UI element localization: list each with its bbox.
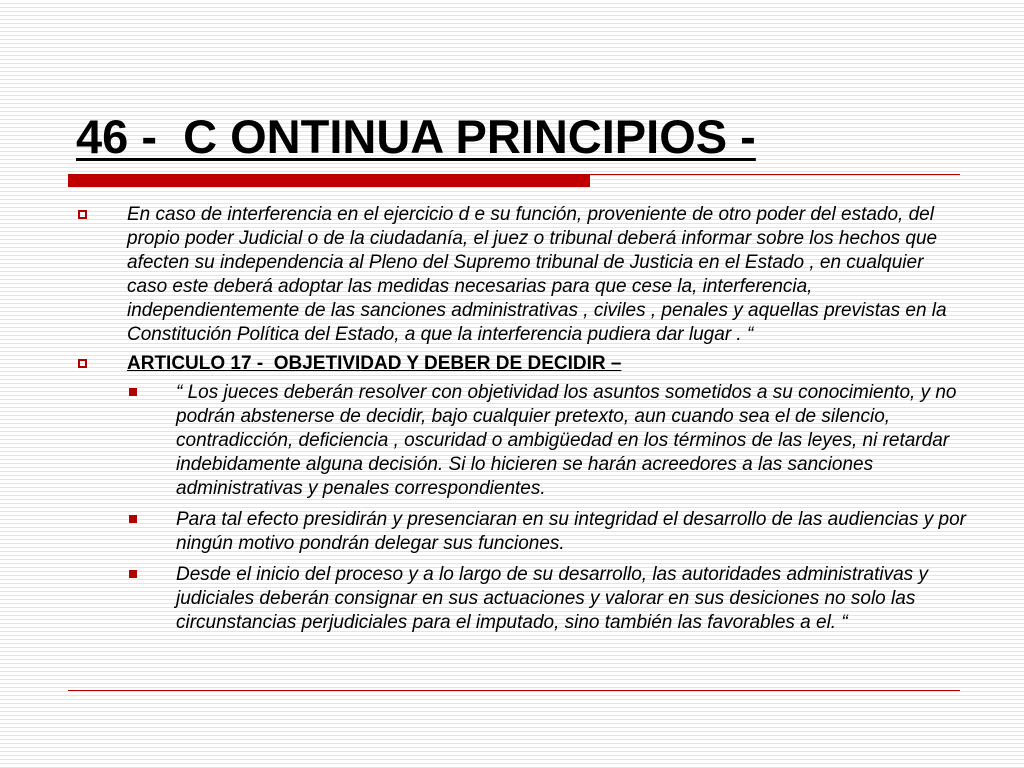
hollow-square-icon [78,210,87,219]
filled-square-icon [129,515,137,523]
bullet-articulo-17 [0,352,947,376]
bullet-text: En caso de interferencia en el ejercicio d e su función, proveniente de otro poder del estado, del propio poder Judicial o de la ciudadanía, el juez o tribunal deberá informar sobre los hechos que afecten su independencia al Pleno del Supremo tribunal de Justicia en el Estado , en cualquier caso este deberá adoptar las medidas necesarias para que cese la, interferencia, independientemente de las sanciones administrativas , civiles , penales y aquellas previstas en la Constitución Política del Estado, a que la interferencia pudiera dar lugar . “ [127,204,947,345]
section-heading: ARTICULO 17 - OBJETIVIDAD Y DEBER DE DECIDIR – [127,353,622,374]
subbullet-text: Para tal efecto presidirán y presenciaran en su integridad el desarrollo de las audiencias y por ningún motivo pondrán delegar sus funciones. [176,509,967,554]
subbullet-text: “ Los jueces deberán resolver con objetividad los asuntos sometidos a su conocimiento, y no podrán abstenerse de decidir, bajo cualquier pretexto, aun cuando sea el de silencio, contradicción, deficiencia , oscuridad o ambigüedad en los términos de las leyes, ni retardar indebidamente alguna decisión. Si lo hicieren se harán acreedores a las sanciones administrativas y penales correspondientes. [176,382,957,499]
subbullet-desarrollo [0,563,966,635]
filled-square-icon [129,570,137,578]
slide-title: 46 - C ONTINUA PRINCIPIOS - [76,110,756,163]
bullet-interferencia [0,203,947,347]
subbullet-audiencias [0,508,966,556]
hollow-square-icon [78,359,87,368]
subbullet-text: Desde el inicio del proceso y a lo largo de su desarrollo, las autoridades administrativas y judiciales deberán consignar en sus actuaciones y valorar en sus desiciones no solo las circunstancias perjudiciales para el imputado, sino también las favorables a el. “ [176,564,928,633]
title-accent-bar [68,175,590,187]
slide-body [0,203,1024,642]
subbullet-objetividad [0,381,966,501]
bottom-divider [68,690,960,691]
filled-square-icon [129,388,137,396]
